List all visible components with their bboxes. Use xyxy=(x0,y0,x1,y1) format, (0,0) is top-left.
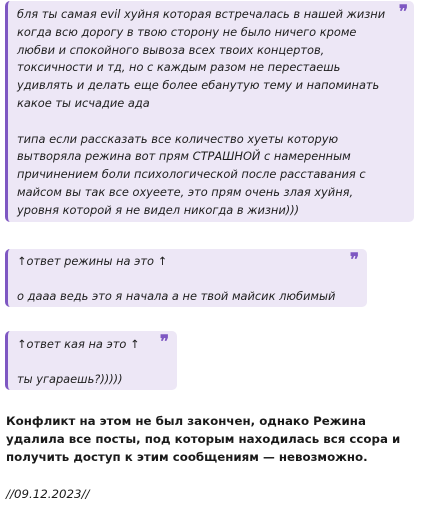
quote-icon: ❞ xyxy=(349,250,359,270)
quote-header: ↑ответ кая на это ↑ xyxy=(17,337,140,351)
quote-text: типа если рассказать все количество хуеты которую вытворяла режина вот прям СТРАШНОЙ с намеренным причинением боли психологической после расставания с майсом вы так все охуеете, это прям очень злая хуйня, уровня которой я не видел никогда в жизни))) xyxy=(17,131,366,217)
quote-icon: ❞ xyxy=(159,332,169,352)
quote-icon: ❞ xyxy=(398,2,408,22)
quote-block-1 xyxy=(5,1,414,222)
quote-text: ты угараешь?))))) xyxy=(17,371,123,386)
message-text: Конфликт на этом не был закончен, однако Режина удалила все посты, под которым находилась вся ссора и получить доступ к этим сообщениям — невозможно. xyxy=(6,414,401,464)
message-date: //09.12.2023// xyxy=(6,487,90,501)
quote-block-2 xyxy=(5,249,367,307)
quote-text: бля ты самая evil хуйня которая встречалась в нашей жизни когда всю дорогу в твою сторону не было ничего кроме любви и спокойного вывоза всех твоих концертов, токсичности и тд, но с каждым разом не перестаешь удивлять и делать еще более ебанутую тему и напоминать какое ты исчадие ада xyxy=(17,7,386,110)
quote-header: ↑ответ режины на это ↑ xyxy=(17,254,168,268)
quote-text: о дааа ведь это я начала а не твой майсик любимый xyxy=(17,288,336,303)
quote-block-3 xyxy=(5,331,177,390)
